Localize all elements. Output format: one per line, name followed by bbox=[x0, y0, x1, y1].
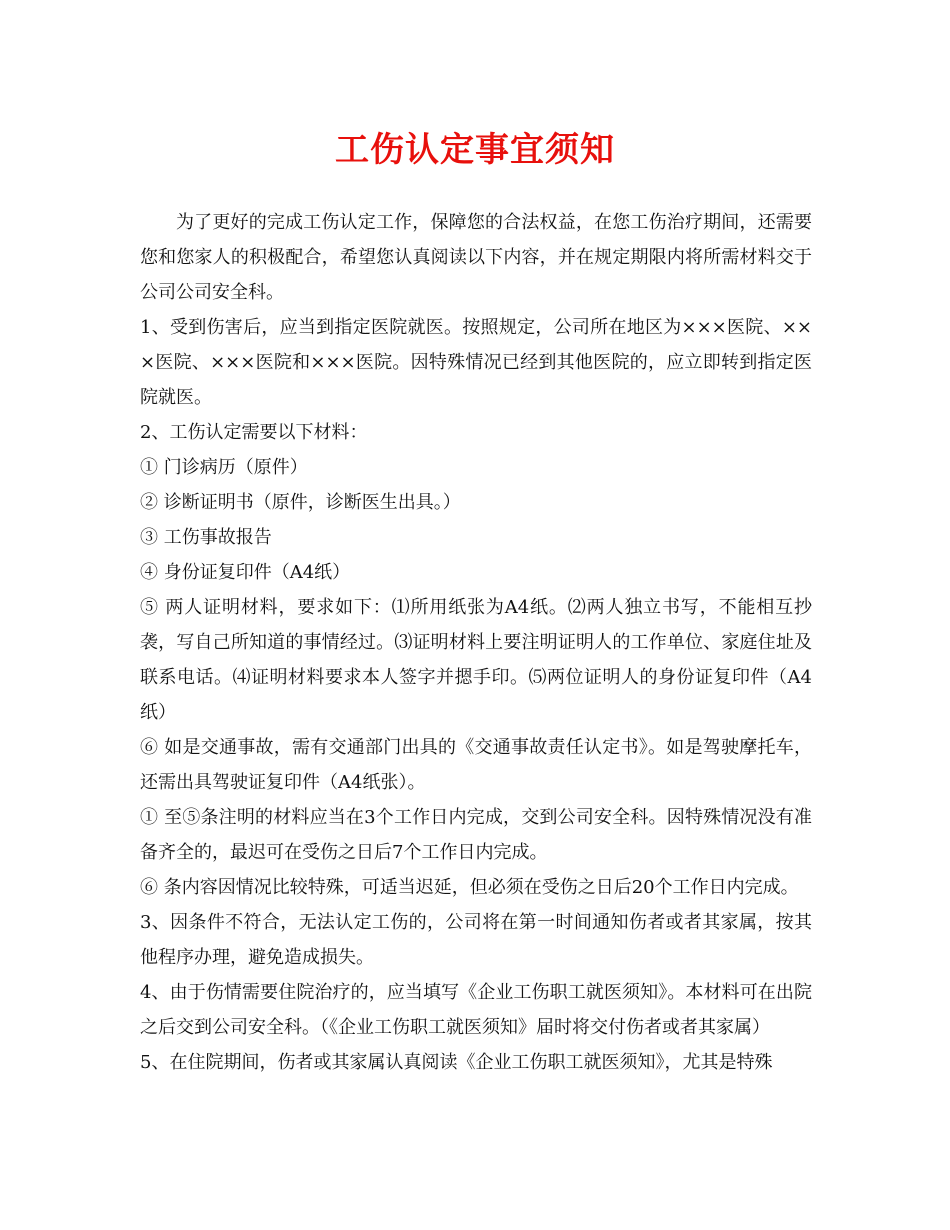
item-3-paragraph: 3、因条件不符合，无法认定工伤的，公司将在第一时间通知伤者或者其家属，按其他程序办理，避免造成损失。 bbox=[140, 912, 812, 968]
material-1: ① 门诊病历（原件） bbox=[140, 457, 308, 478]
item-2-heading: 2、工伤认定需要以下材料： bbox=[140, 422, 368, 443]
item-5-paragraph: 5、在住院期间，伤者或其家属认真阅读《企业工伤职工就医须知》，尤其是特殊 bbox=[140, 1052, 773, 1073]
deadline-note-6: ⑥ 条内容因情况比较特殊，可适当迟延，但必须在受伤之日后20个工作日内完成。 bbox=[140, 877, 799, 898]
document-body bbox=[140, 205, 812, 1080]
deadline-note-1-5: ① 至⑤条注明的材料应当在3个工作日内完成，交到公司安全科。因特殊情况没有准备齐全的，最迟可在受伤之日后7个工作日内完成。 bbox=[140, 807, 812, 863]
material-4: ④ 身份证复印件（A4纸） bbox=[140, 562, 351, 583]
material-5: ⑤ 两人证明材料，要求如下：⑴所用纸张为A4纸。⑵两人独立书写，不能相互抄袭，写自己所知道的事情经过。⑶证明材料上要注明证明人的工作单位、家庭住址及联系电话。⑷证明材料要求本人签字并摁手印。⑸两位证明人的身份证复印件（A4纸） bbox=[140, 597, 812, 723]
material-2: ② 诊断证明书（原件，诊断医生出具。） bbox=[140, 492, 461, 513]
material-3: ③ 工伤事故报告 bbox=[140, 527, 272, 548]
material-6: ⑥ 如是交通事故，需有交通部门出具的《交通事故责任认定书》。如是驾驶摩托车，还需出具驾驶证复印件（A4纸张）。 bbox=[140, 737, 812, 793]
intro-paragraph: 为了更好的完成工伤认定工作，保障您的合法权益，在您工伤治疗期间，还需要您和您家人的积极配合，希望您认真阅读以下内容，并在规定期限内将所需材料交于公司公司安全科。 bbox=[140, 212, 812, 303]
document-title: 工伤认定事宜须知 bbox=[335, 130, 615, 170]
item-4-paragraph: 4、由于伤情需要住院治疗的，应当填写《企业工伤职工就医须知》。本材料可在出院之后交到公司安全科。（《企业工伤职工就医须知》届时将交付伤者或者其家属） bbox=[140, 982, 812, 1038]
item-1-paragraph: 1、受到伤害后，应当到指定医院就医。按照规定，公司所在地区为×××医院、×××医院、×××医院和×××医院。因特殊情况已经到其他医院的，应立即转到指定医院就医。 bbox=[140, 317, 812, 408]
